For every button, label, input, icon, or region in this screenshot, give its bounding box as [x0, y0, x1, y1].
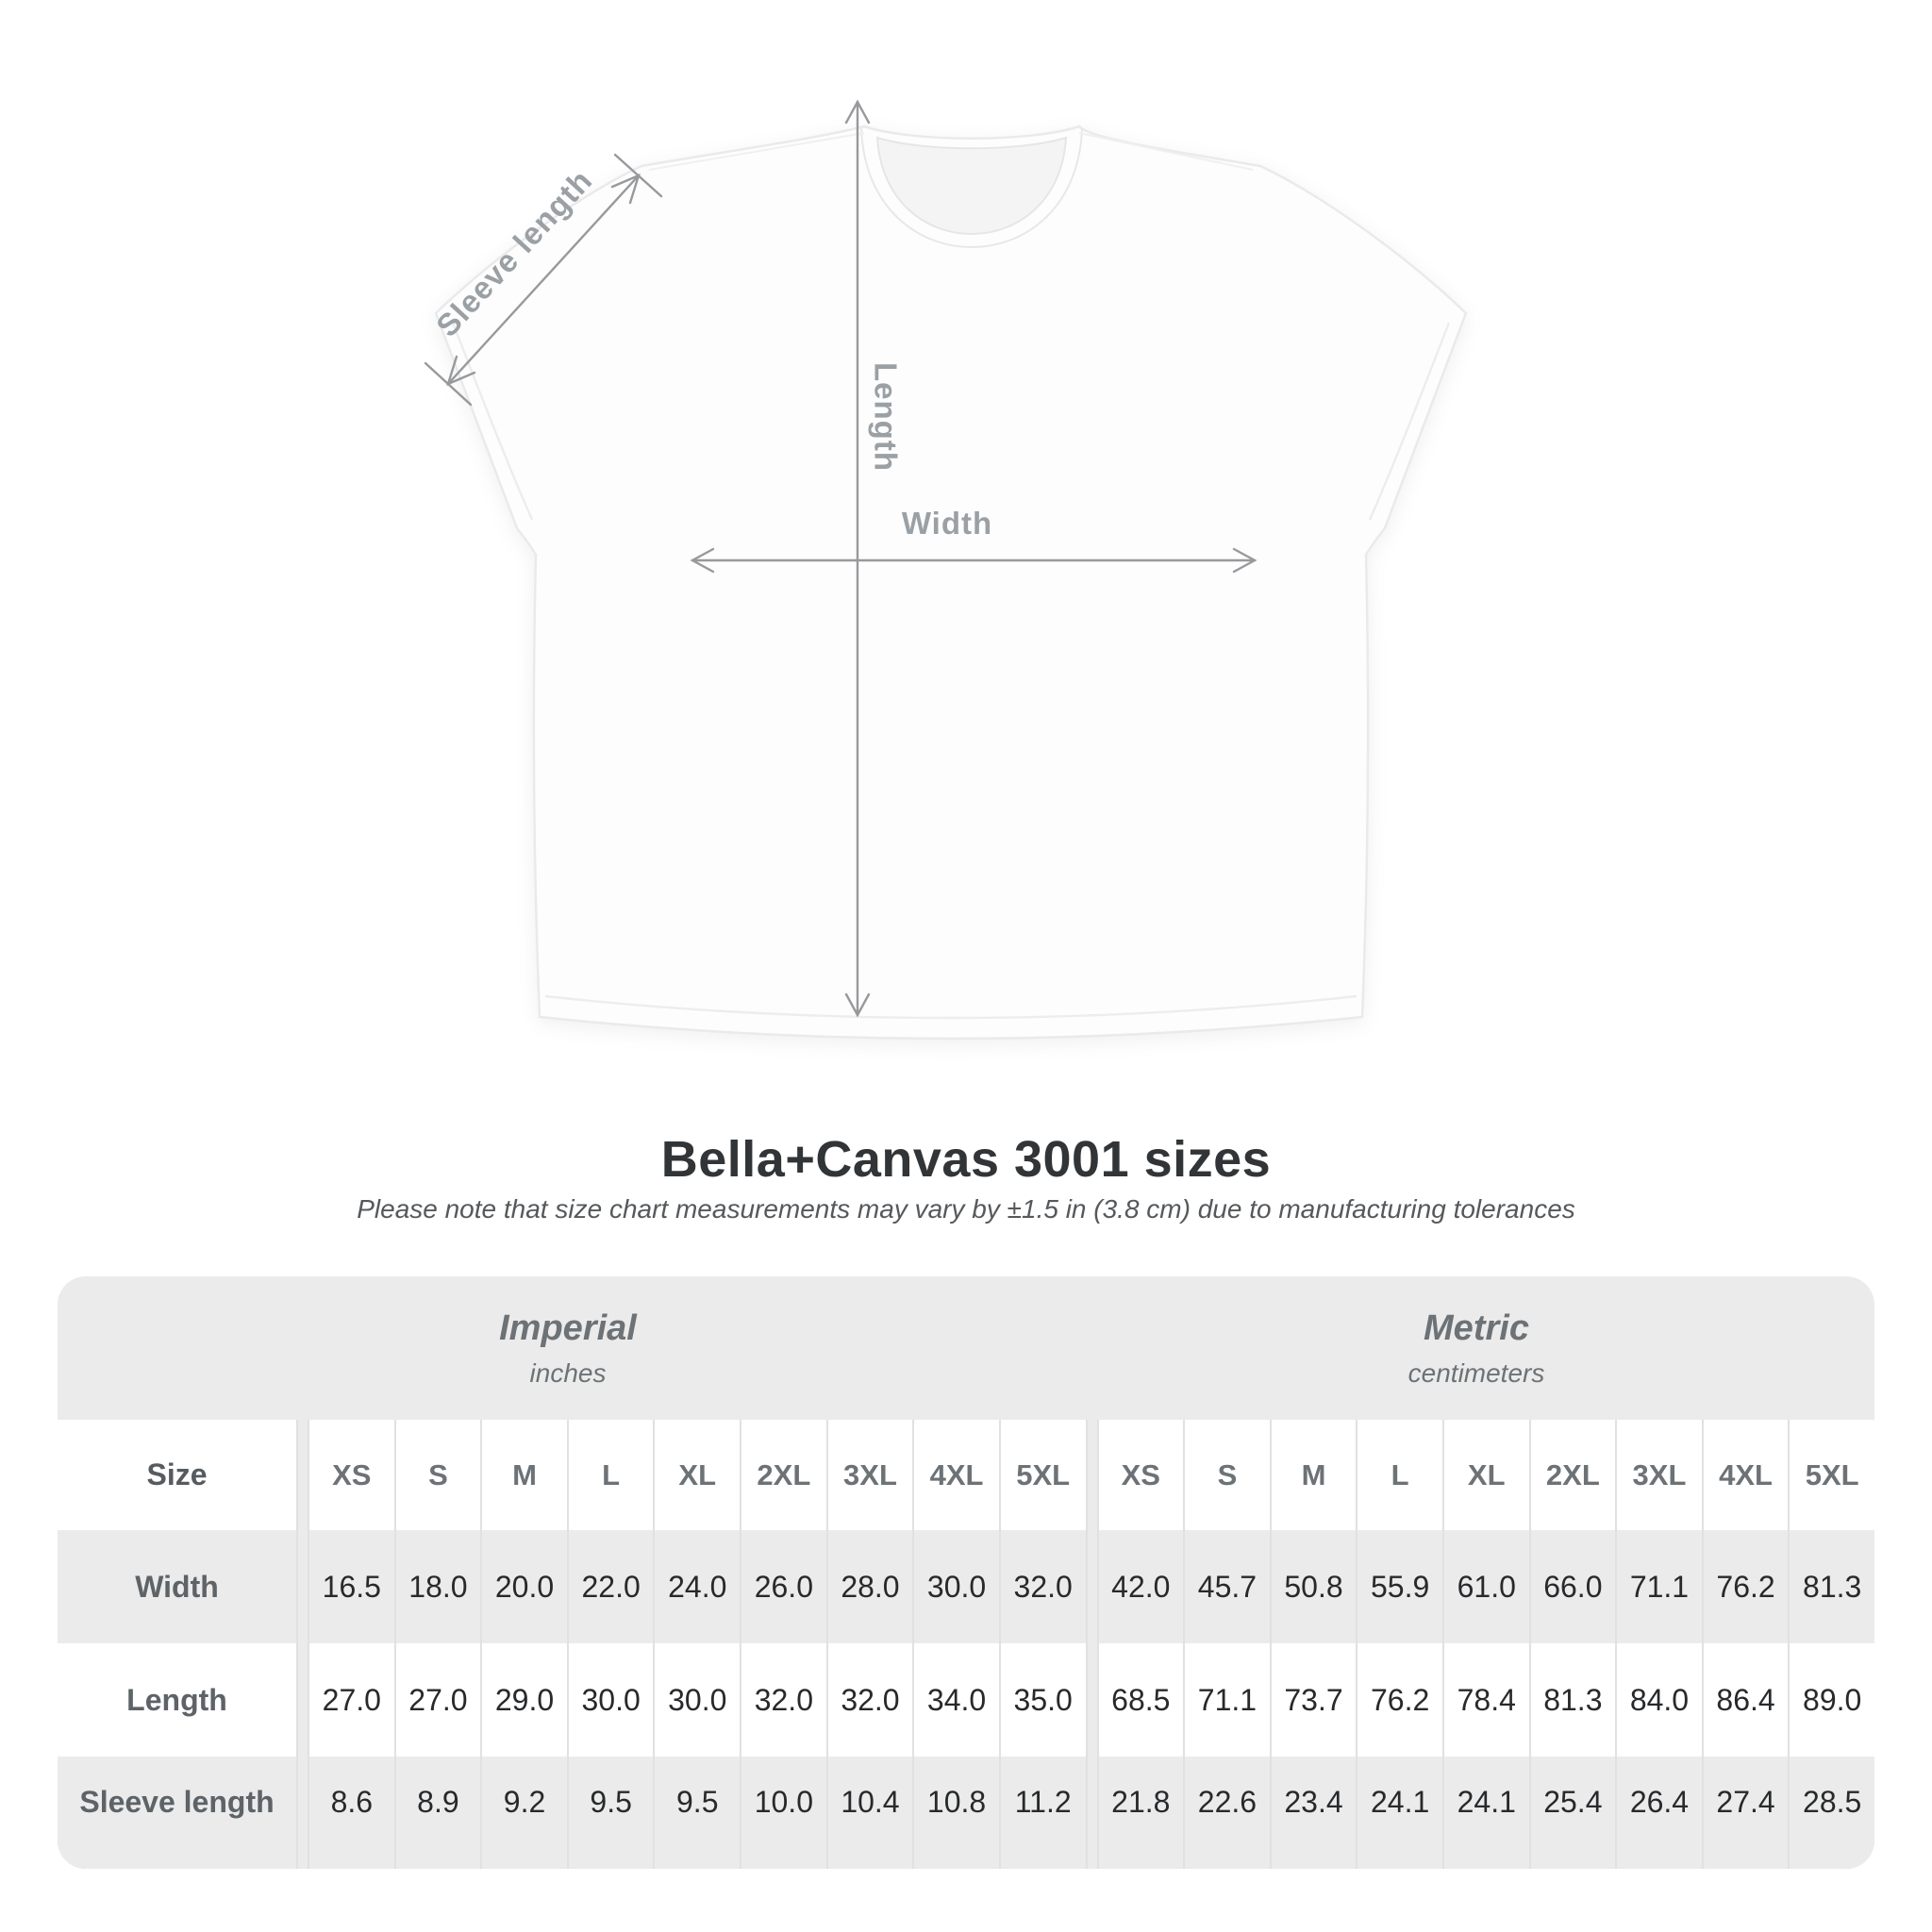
value-cell-metric [1272, 1757, 1357, 1869]
value-cell-metric-text: 50.8 [1284, 1569, 1343, 1604]
value-cell-imperial-text: 8.6 [330, 1785, 374, 1819]
size-header-metric-text: 4XL [1719, 1457, 1773, 1491]
size-header-metric [1704, 1420, 1789, 1530]
row-label [58, 1757, 296, 1869]
value-cell-imperial-text: 24.0 [668, 1569, 727, 1604]
value-cell-imperial-text: 18.0 [408, 1569, 468, 1604]
size-header-metric [1617, 1420, 1702, 1530]
size-header-imperial [655, 1420, 740, 1530]
value-cell-imperial-text: 10.4 [841, 1785, 900, 1819]
value-cell-metric [1617, 1757, 1702, 1869]
value-cell-metric [1790, 1530, 1874, 1643]
value-cell-imperial [482, 1530, 567, 1643]
metric-group-header [1078, 1276, 1874, 1420]
size-header-metric-text: XS [1121, 1457, 1160, 1491]
value-cell-metric-text: 45.7 [1197, 1569, 1257, 1604]
value-cell-imperial [482, 1643, 567, 1757]
column-divider [1088, 1643, 1097, 1757]
row-label-text: Length [126, 1682, 227, 1717]
width-label: Width [901, 506, 993, 541]
value-cell-metric [1272, 1530, 1357, 1643]
value-cell-metric [1531, 1643, 1616, 1757]
value-cell-metric [1790, 1757, 1874, 1869]
size-header-imperial-text: M [512, 1457, 537, 1491]
value-cell-imperial [396, 1530, 481, 1643]
value-cell-metric-text: 26.4 [1629, 1785, 1690, 1819]
size-header-imperial [741, 1420, 826, 1530]
size-header-metric [1531, 1420, 1616, 1530]
value-cell-imperial [828, 1643, 913, 1757]
unit-header-band [58, 1276, 1874, 1420]
value-cell-metric-text: 55.9 [1370, 1569, 1430, 1604]
value-cell-metric-text: 81.3 [1803, 1569, 1862, 1604]
metric-label: Metric [1424, 1307, 1529, 1348]
value-cell-metric-text: 89.0 [1803, 1682, 1862, 1717]
size-header-imperial [1001, 1420, 1086, 1530]
size-header-imperial-text: XL [678, 1457, 717, 1491]
value-cell-imperial [482, 1757, 567, 1869]
column-divider [298, 1530, 308, 1643]
row-label [58, 1643, 296, 1757]
size-header-metric-text: 2XL [1545, 1457, 1600, 1491]
value-cell-metric [1099, 1530, 1184, 1643]
value-cell-metric-text: 25.4 [1543, 1785, 1603, 1819]
value-cell-imperial [741, 1643, 826, 1757]
size-header-metric [1357, 1420, 1442, 1530]
metric-unit-label: centimeters [1407, 1357, 1545, 1388]
size-header-metric-text: S [1217, 1457, 1238, 1491]
value-cell-metric-text: 66.0 [1543, 1569, 1603, 1604]
value-cell-imperial-text: 34.0 [926, 1682, 987, 1717]
size-header-metric-text: 5XL [1805, 1457, 1859, 1491]
value-cell-metric-text: 76.2 [1716, 1569, 1775, 1604]
value-cell-imperial-text: 32.0 [841, 1682, 900, 1717]
value-cell-imperial-text: 9.5 [676, 1785, 719, 1819]
value-cell-metric-text: 86.4 [1716, 1682, 1775, 1717]
value-cell-metric [1185, 1643, 1270, 1757]
value-cell-imperial [1001, 1757, 1086, 1869]
value-cell-imperial [569, 1530, 654, 1643]
value-cell-metric-text: 78.4 [1457, 1682, 1516, 1717]
size-table-rows [58, 1420, 1874, 1869]
value-cell-metric [1531, 1530, 1616, 1643]
value-cell-metric-text: 42.0 [1111, 1569, 1171, 1604]
column-divider [1088, 1420, 1097, 1530]
value-cell-metric-text: 71.1 [1197, 1682, 1257, 1717]
size-header-metric-text: 3XL [1632, 1457, 1687, 1491]
value-cell-metric-text: 73.7 [1284, 1682, 1343, 1717]
size-header-metric [1790, 1420, 1874, 1530]
value-cell-imperial-text: 9.2 [503, 1785, 546, 1819]
value-cell-imperial [569, 1757, 654, 1869]
size-header-metric [1099, 1420, 1184, 1530]
value-cell-metric [1704, 1643, 1789, 1757]
value-cell-metric [1357, 1530, 1442, 1643]
value-cell-imperial-text: 30.0 [668, 1682, 727, 1717]
value-cell-metric [1185, 1757, 1270, 1869]
column-divider [1088, 1530, 1097, 1643]
value-cell-metric-text: 28.5 [1803, 1785, 1862, 1819]
value-cell-metric-text: 76.2 [1370, 1682, 1430, 1717]
value-cell-metric [1790, 1643, 1874, 1757]
value-cell-imperial-text: 32.0 [754, 1682, 813, 1717]
value-cell-imperial-text: 35.0 [1013, 1682, 1073, 1717]
value-cell-metric-text: 81.3 [1543, 1682, 1603, 1717]
value-cell-imperial-text: 30.0 [926, 1569, 987, 1604]
value-cell-imperial-text: 30.0 [581, 1682, 641, 1717]
size-header-imperial-text: 4XL [929, 1457, 984, 1491]
value-cell-imperial-text: 10.8 [926, 1785, 987, 1819]
column-divider [298, 1643, 308, 1757]
value-cell-imperial [309, 1643, 394, 1757]
value-cell-imperial [914, 1757, 999, 1869]
tshirt-graphic [436, 126, 1466, 1039]
size-header-imperial [828, 1420, 913, 1530]
value-cell-imperial-text: 26.0 [754, 1569, 813, 1604]
column-divider [1088, 1757, 1097, 1869]
size-column-header-text: Size [146, 1457, 208, 1491]
imperial-unit-label: inches [529, 1357, 607, 1388]
column-divider [298, 1420, 308, 1530]
value-cell-imperial [1001, 1530, 1086, 1643]
value-cell-metric-text: 61.0 [1457, 1569, 1516, 1604]
size-header-imperial [569, 1420, 654, 1530]
size-header-imperial-text: 2XL [757, 1457, 811, 1491]
value-cell-metric [1099, 1757, 1184, 1869]
value-cell-imperial-text: 10.0 [754, 1785, 813, 1819]
value-cell-imperial [655, 1643, 740, 1757]
value-cell-metric [1531, 1757, 1616, 1869]
value-cell-imperial-text: 20.0 [494, 1569, 555, 1604]
value-cell-metric-text: 22.6 [1197, 1785, 1257, 1819]
value-cell-imperial [741, 1530, 826, 1643]
row-label-text: Sleeve length [79, 1785, 275, 1819]
value-cell-metric-text: 68.5 [1111, 1682, 1171, 1717]
value-cell-metric [1099, 1643, 1184, 1757]
length-label: Length [868, 362, 904, 472]
size-header-metric-text: M [1301, 1457, 1326, 1491]
table-row-size-header [58, 1420, 1874, 1530]
value-cell-imperial-text: 16.5 [322, 1569, 381, 1604]
size-header-metric [1272, 1420, 1357, 1530]
value-cell-imperial-text: 11.2 [1014, 1785, 1072, 1819]
size-header-imperial-text: L [602, 1457, 621, 1491]
size-header-imperial-text: 5XL [1016, 1457, 1071, 1491]
imperial-label: Imperial [499, 1307, 637, 1348]
size-header-imperial-text: 3XL [843, 1457, 897, 1491]
value-cell-imperial [828, 1530, 913, 1643]
value-cell-imperial-text: 27.0 [408, 1682, 468, 1717]
value-cell-imperial [1001, 1643, 1086, 1757]
page-title: Bella+Canvas 3001 sizes [660, 1131, 1272, 1188]
value-cell-metric [1704, 1757, 1789, 1869]
size-header-metric [1185, 1420, 1270, 1530]
sleeve-length-label: Sleeve length [429, 162, 599, 343]
size-header-metric [1444, 1420, 1529, 1530]
value-cell-imperial [396, 1757, 481, 1869]
value-cell-metric-text: 84.0 [1629, 1682, 1690, 1717]
value-cell-metric-text: 27.4 [1716, 1785, 1775, 1819]
row-label [58, 1530, 296, 1643]
table-row-sleeve-length [58, 1757, 1874, 1869]
size-header-imperial [482, 1420, 567, 1530]
value-cell-metric-text: 21.8 [1111, 1785, 1171, 1819]
size-header-metric-text: XL [1467, 1457, 1506, 1491]
value-cell-imperial [655, 1757, 740, 1869]
size-header-imperial-text: S [428, 1457, 448, 1491]
value-cell-metric [1444, 1757, 1529, 1869]
value-cell-imperial-text: 29.0 [494, 1682, 555, 1717]
value-cell-metric-text: 71.1 [1629, 1569, 1690, 1604]
size-header-metric-text: L [1391, 1457, 1409, 1491]
value-cell-imperial-text: 8.9 [417, 1785, 459, 1819]
value-cell-imperial [309, 1530, 394, 1643]
table-row-width [58, 1530, 1874, 1643]
value-cell-metric-text: 24.1 [1370, 1785, 1430, 1819]
value-cell-imperial [309, 1757, 394, 1869]
value-cell-metric [1272, 1643, 1357, 1757]
value-cell-imperial-text: 28.0 [841, 1569, 900, 1604]
size-header-imperial [914, 1420, 999, 1530]
value-cell-imperial-text: 27.0 [322, 1682, 381, 1717]
tolerance-note: Please note that size chart measurements may vary by ±1.5 in (3.8 cm) due to manufacturing tolerances [357, 1194, 1575, 1224]
value-cell-imperial [396, 1643, 481, 1757]
value-cell-imperial [914, 1643, 999, 1757]
value-cell-metric [1617, 1530, 1702, 1643]
size-header-imperial [396, 1420, 481, 1530]
value-cell-metric-text: 24.1 [1457, 1785, 1516, 1819]
size-table [58, 1276, 1874, 1869]
value-cell-imperial-text: 9.5 [590, 1785, 632, 1819]
value-cell-imperial [655, 1530, 740, 1643]
size-header-imperial-text: XS [332, 1457, 372, 1491]
value-cell-metric [1617, 1643, 1702, 1757]
value-cell-metric [1444, 1643, 1529, 1757]
value-cell-metric [1357, 1643, 1442, 1757]
value-cell-metric [1357, 1757, 1442, 1869]
value-cell-metric-text: 23.4 [1284, 1785, 1343, 1819]
value-cell-imperial-text: 32.0 [1013, 1569, 1073, 1604]
value-cell-imperial [828, 1757, 913, 1869]
row-label-text: Width [135, 1569, 219, 1604]
value-cell-imperial-text: 22.0 [581, 1569, 641, 1604]
column-divider [298, 1757, 308, 1869]
value-cell-imperial [569, 1643, 654, 1757]
size-column-header [58, 1420, 296, 1530]
value-cell-metric [1704, 1530, 1789, 1643]
size-header-imperial [309, 1420, 394, 1530]
table-row-length [58, 1643, 1874, 1757]
value-cell-metric [1185, 1530, 1270, 1643]
value-cell-imperial [914, 1530, 999, 1643]
value-cell-metric [1444, 1530, 1529, 1643]
imperial-group-header [58, 1276, 1078, 1420]
value-cell-imperial [741, 1757, 826, 1869]
